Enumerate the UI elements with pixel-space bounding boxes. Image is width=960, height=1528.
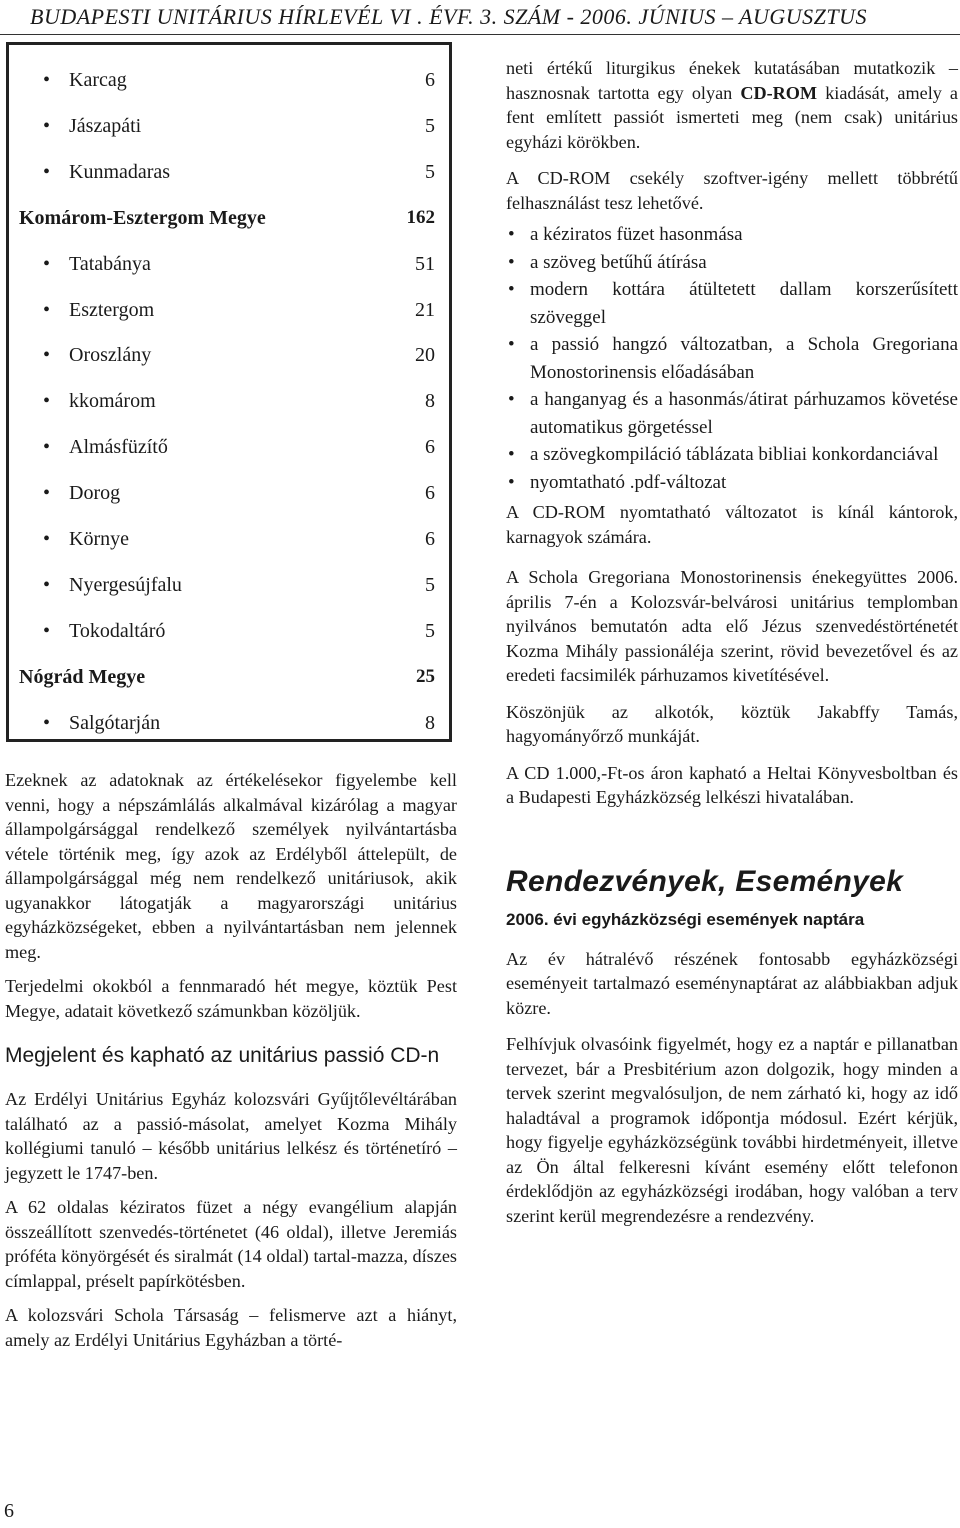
bullet-icon: • [43,114,51,137]
bullet-icon: • [43,528,51,550]
bullet-icon: • [43,482,51,505]
bullet-icon: • [43,298,51,321]
paragraph-cdrom-intro: neti értékű liturgikus énekek kutatásában mutatkozik – hasznosnak tartotta egy olyan CD-ROM kiadását, amely a fent említett passiót ismerteti meg (nem csak) unitárius egyházi körökben. [506,58,958,152]
feature-list [506,221,958,496]
bullet-icon: • [43,711,51,734]
bullet-icon: • [43,436,51,459]
bullet-icon: • [43,390,51,413]
paragraph-passio-origin: Az Erdélyi Unitárius Egyház kolozsvári Gyűjtőlevéltárában található az a passió-másolat, amelyet Kozma Mihály kollégiumi tanuló – később unitárius lelkész és történetíró – jegyzett le 1747-ben. [5,1089,457,1183]
bullet-icon: • [43,619,51,642]
row-name: Karcag [69,69,127,91]
membership-table [6,42,452,742]
list-item: • a kéziratos füzet hasonmása [506,221,958,249]
row-name: Almásfüzítő [69,436,168,459]
table-row [9,112,449,140]
row-name: Jászapáti [69,114,142,137]
article-headline-passio-cd: Megjelent és kapható az unitárius passió CD-n [5,1044,440,1067]
newsletter-header [0,0,960,35]
paragraph-price: A CD 1.000,-Ft-os áron kapható a Heltai Könyvesboltban és a Budapesti Egyházközség lelkészi hivatalában. [506,762,958,807]
row-name: Nyergesújfalu [69,573,182,596]
table-row [9,433,449,461]
list-item: • a szöveg betűhű átírása [506,249,958,277]
table-row [9,709,449,737]
table-row [9,296,449,324]
row-value: 6 [425,69,435,91]
list-item: • a hanganyag és a hasonmás/átirat párhuzamos követése automatikus görgetéssel [506,386,958,441]
paragraph-cdrom-usage: A CD-ROM csekély szoftver-igény mellett többrétű felhasználást tesz lehetővé. [506,168,958,213]
row-value: 6 [425,482,435,505]
table-row [9,571,449,599]
newsletter-header-title: BUDAPESTI UNITÁRIUS HÍRLEVÉL VI . ÉVF. 3. SZÁM - 2006. JÚNIUS – AUGUSZTUS [30,4,868,29]
cdrom-bold-term: CD-ROM [740,82,818,103]
bullet-icon: • [43,344,51,367]
paragraph-schola: A kolozsvári Schola Társaság – felismerve azt a hiányt, amely az Erdélyi Unitárius Egyházban a törté- [5,1305,457,1350]
row-value: 20 [415,344,435,367]
paragraph-thanks: Köszönjük az alkotók, köztük Jakabffy Tamás, hagyományőrző munkáját. [506,701,958,746]
row-name: Salgótarján [69,711,161,734]
row-value: 25 [416,665,435,687]
row-name: Környe [69,528,129,550]
row-name: Oroszlány [69,344,152,367]
row-name: Nógrád Megye [19,665,146,688]
row-value: 5 [425,619,435,642]
row-value: 5 [425,114,435,137]
row-name: Komárom-Esztergom Megye [19,206,266,229]
table-row [9,158,449,186]
section-title-events: Rendezvények, Események [506,864,904,898]
row-value: 8 [425,390,435,413]
row-value: 6 [425,528,435,550]
county-row [9,204,449,232]
table-row [9,479,449,507]
row-name: Dorog [69,482,121,505]
right-column-text [506,56,958,1228]
paragraph-calendar-intro: Az év hátralévő részének fontosabb egyházközségi eseményeit tartalmazó eseménynaptárat az alábbiakban adjuk közre. [506,948,958,1018]
county-row [9,663,449,691]
table-row [9,341,449,369]
subtitle-events-calendar: 2006. évi egyházközségi események naptára [506,910,865,929]
row-name: Kunmadaras [69,160,171,183]
row-name: kkomárom [69,390,156,413]
paragraph-premiere: A Schola Gregoriana Monostorinensis énekegyüttes 2006. április 7-én a Kolozsvár-belvárosi unitárius templomban nyilvános bemutatón adta elő Jézus szenvedéstörténetét Kozma Mihály passionáléja szerint, rövid bevezetővel és az eredeti facsimilék párhuzamos kivetítésével. [506,567,958,685]
bullet-icon: • [43,252,51,275]
bullet-icon: • [43,69,51,91]
row-value: 5 [425,573,435,596]
paragraph-census-note: Ezeknek az adatoknak az értékelésekor figyelembe kell venni, hogy a népszámlálás alkalmával kizárólag a magyar állampolgársággal rendelkező személyek nyilvántartásba vétele történik meg, így azok az Erdélyből áttelepült, de állampolgársággal még nem rendelkező unitáriusok, akik ugyanakkor látogatják a magyarországi unitárius egyházközségeket, ebben a nyilvántartásban nem jelennek meg. [5,770,457,962]
table-row [9,525,449,553]
paragraph-remaining-counties: Terjedelmi okokból a fennmaradó hét megye, köztük Pest Megye, adatait következő számunkban közöljük. [5,976,457,1021]
row-value: 6 [425,436,435,459]
page-number: 6 [4,1500,14,1522]
row-value: 162 [406,206,435,228]
table-row [9,387,449,415]
row-name: Tokodaltáró [69,619,166,642]
row-value: 21 [415,298,435,321]
row-value: 8 [425,711,435,734]
paragraph-printable: A CD-ROM nyomtatható változatot is kínál kántorok, karnagyok számára. [506,502,958,547]
list-item: • modern kottára átültetett dallam korszerűsített szöveggel [506,276,958,331]
list-item: • a szövegkompiláció táblázata bibliai konkordanciával [506,441,958,469]
left-column-text [5,768,457,1352]
row-name: Esztergom [69,298,155,321]
list-item: • nyomtatható .pdf-változat [506,469,958,497]
paragraph-calendar-notice: Felhívjuk olvasóink figyelmét, hogy ez a naptár e pillanatban tervezet, bár a Presbitérium azon dolgozik, hogy minden a tervek szerint megvalósuljon, de nem zárható ki, hogy az idő haladtával a programok időpontja módosul. Ezért kérjük, hogy figyelje egyházközségünk további hirdetményeit, illetve az Ön által felkeresni kívánt esemény előtt telefonon érdeklődjön az egyházközségi irodában, hogy valóban a terv szerint kerül megrendezésre a rendezvény. [506,1034,958,1226]
table-row [9,250,449,278]
row-value: 51 [415,252,435,275]
paragraph-manuscript: A 62 oldalas kéziratos füzet a négy evangélium alapján összeállított szenvedés-történetet (46 oldal), illetve Jeremiás próféta könyörgését és siralmát (14 oldal) tartal-mazza, díszes címlappal, préselt papírkötésben. [5,1197,457,1291]
table-row [9,617,449,645]
bullet-icon: • [43,160,51,183]
bullet-icon: • [43,573,51,596]
table-row [9,66,449,94]
row-value: 5 [425,160,435,183]
list-item: • a passió hangzó változatban, a Schola Gregoriana Monostorinensis előadásában [506,331,958,386]
row-name: Tatabánya [69,252,151,275]
